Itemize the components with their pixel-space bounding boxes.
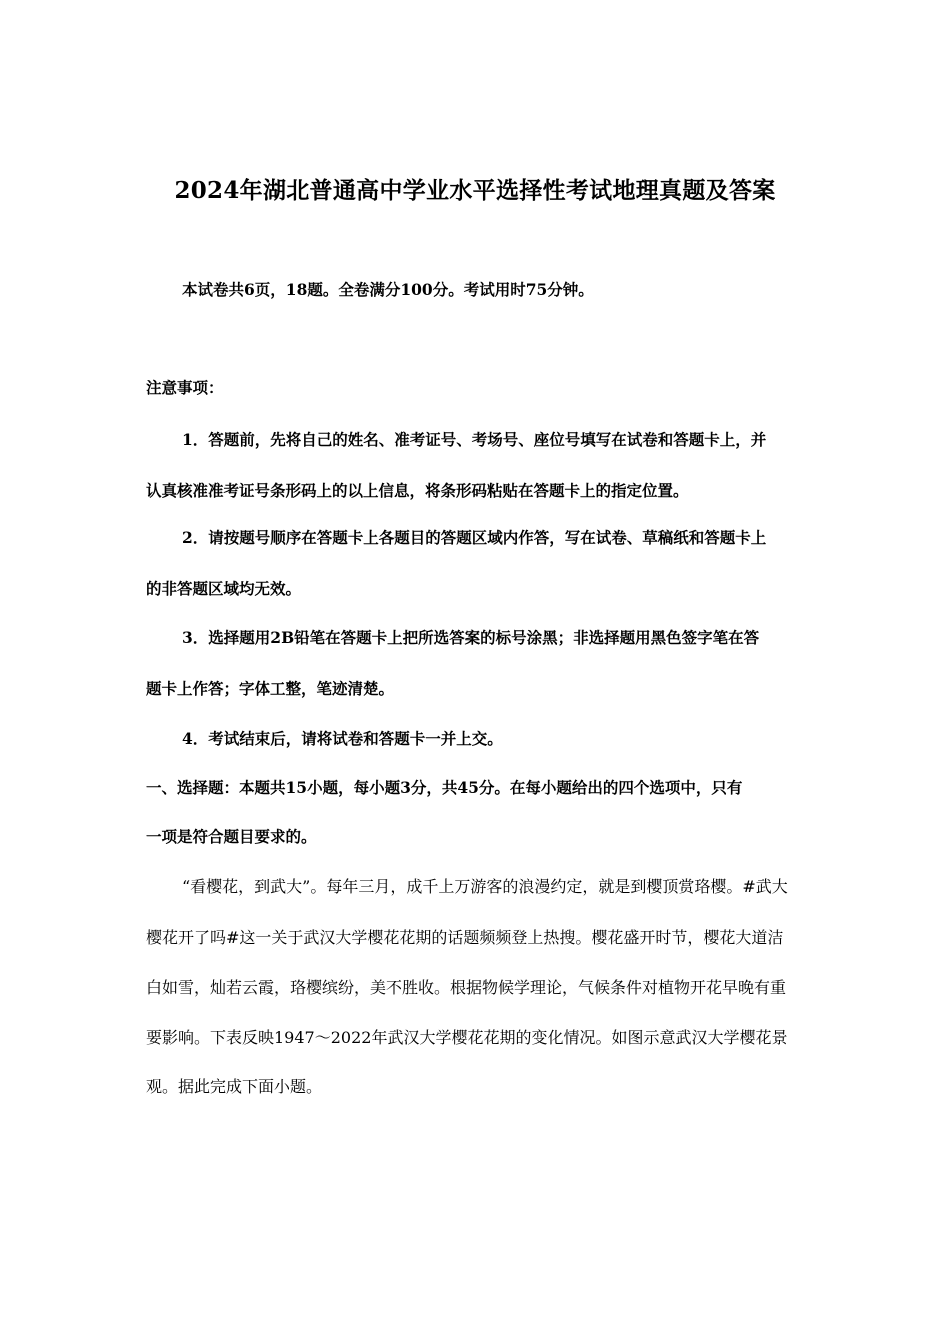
passage-line-2: 樱花开了吗#这一关于武汉大学樱花花期的话题频频登上热搜。樱花盛开时节，樱花大道洁 (146, 928, 784, 947)
notice-item-1-line-2: 认真核准准考证号条形码上的以上信息，将条形码粘贴在答题卡上的指定位置。 (146, 481, 689, 500)
passage-line-1: “看樱花，到武大”。每年三月，成千上万游客的浪漫约定，就是到樱顶赏珞樱。#武大 (182, 877, 788, 896)
passage-line-5: 观。据此完成下面小题。 (146, 1077, 323, 1096)
section-one-heading-line-1: 一、选择题：本题共15小题，每小题3分，共45分。在每小题给出的四个选项中，只有 (146, 778, 743, 797)
exam-intro: 本试卷共6页，18题。全卷满分100分。考试用时75分钟。 (182, 280, 594, 299)
section-one-heading-line-2: 一项是符合题目要求的。 (146, 827, 317, 846)
notice-item-2-line-1: 2．请按题号顺序在答题卡上各题目的答题区域内作答，写在试卷、草稿纸和答题卡上 (182, 528, 767, 547)
notice-item-3-line-2: 题卡上作答；字体工整，笔迹清楚。 (146, 679, 395, 698)
passage-line-4: 要影响。下表反映1947～2022年武汉大学樱花花期的变化情况。如图示意武汉大学樱花景 (146, 1028, 788, 1047)
notice-item-2-line-2: 的非答题区域均无效。 (146, 579, 302, 598)
notice-item-4: 4．考试结束后，请将试卷和答题卡一并上交。 (182, 729, 503, 748)
document-title: 2024年湖北普通高中学业水平选择性考试地理真题及答案 (174, 177, 776, 204)
notice-heading: 注意事项： (146, 378, 224, 397)
notice-item-1-line-1: 1．答题前，先将自己的姓名、准考证号、考场号、座位号填写在试卷和答题卡上，并 (182, 430, 767, 449)
passage-line-3: 白如雪，灿若云霞，珞樱缤纷，美不胜收。根据物候学理论，气候条件对植物开花早晚有重 (146, 978, 787, 997)
notice-item-3-line-1: 3．选择题用2B铅笔在答题卡上把所选答案的标号涂黑；非选择题用黑色签字笔在答 (182, 628, 760, 647)
